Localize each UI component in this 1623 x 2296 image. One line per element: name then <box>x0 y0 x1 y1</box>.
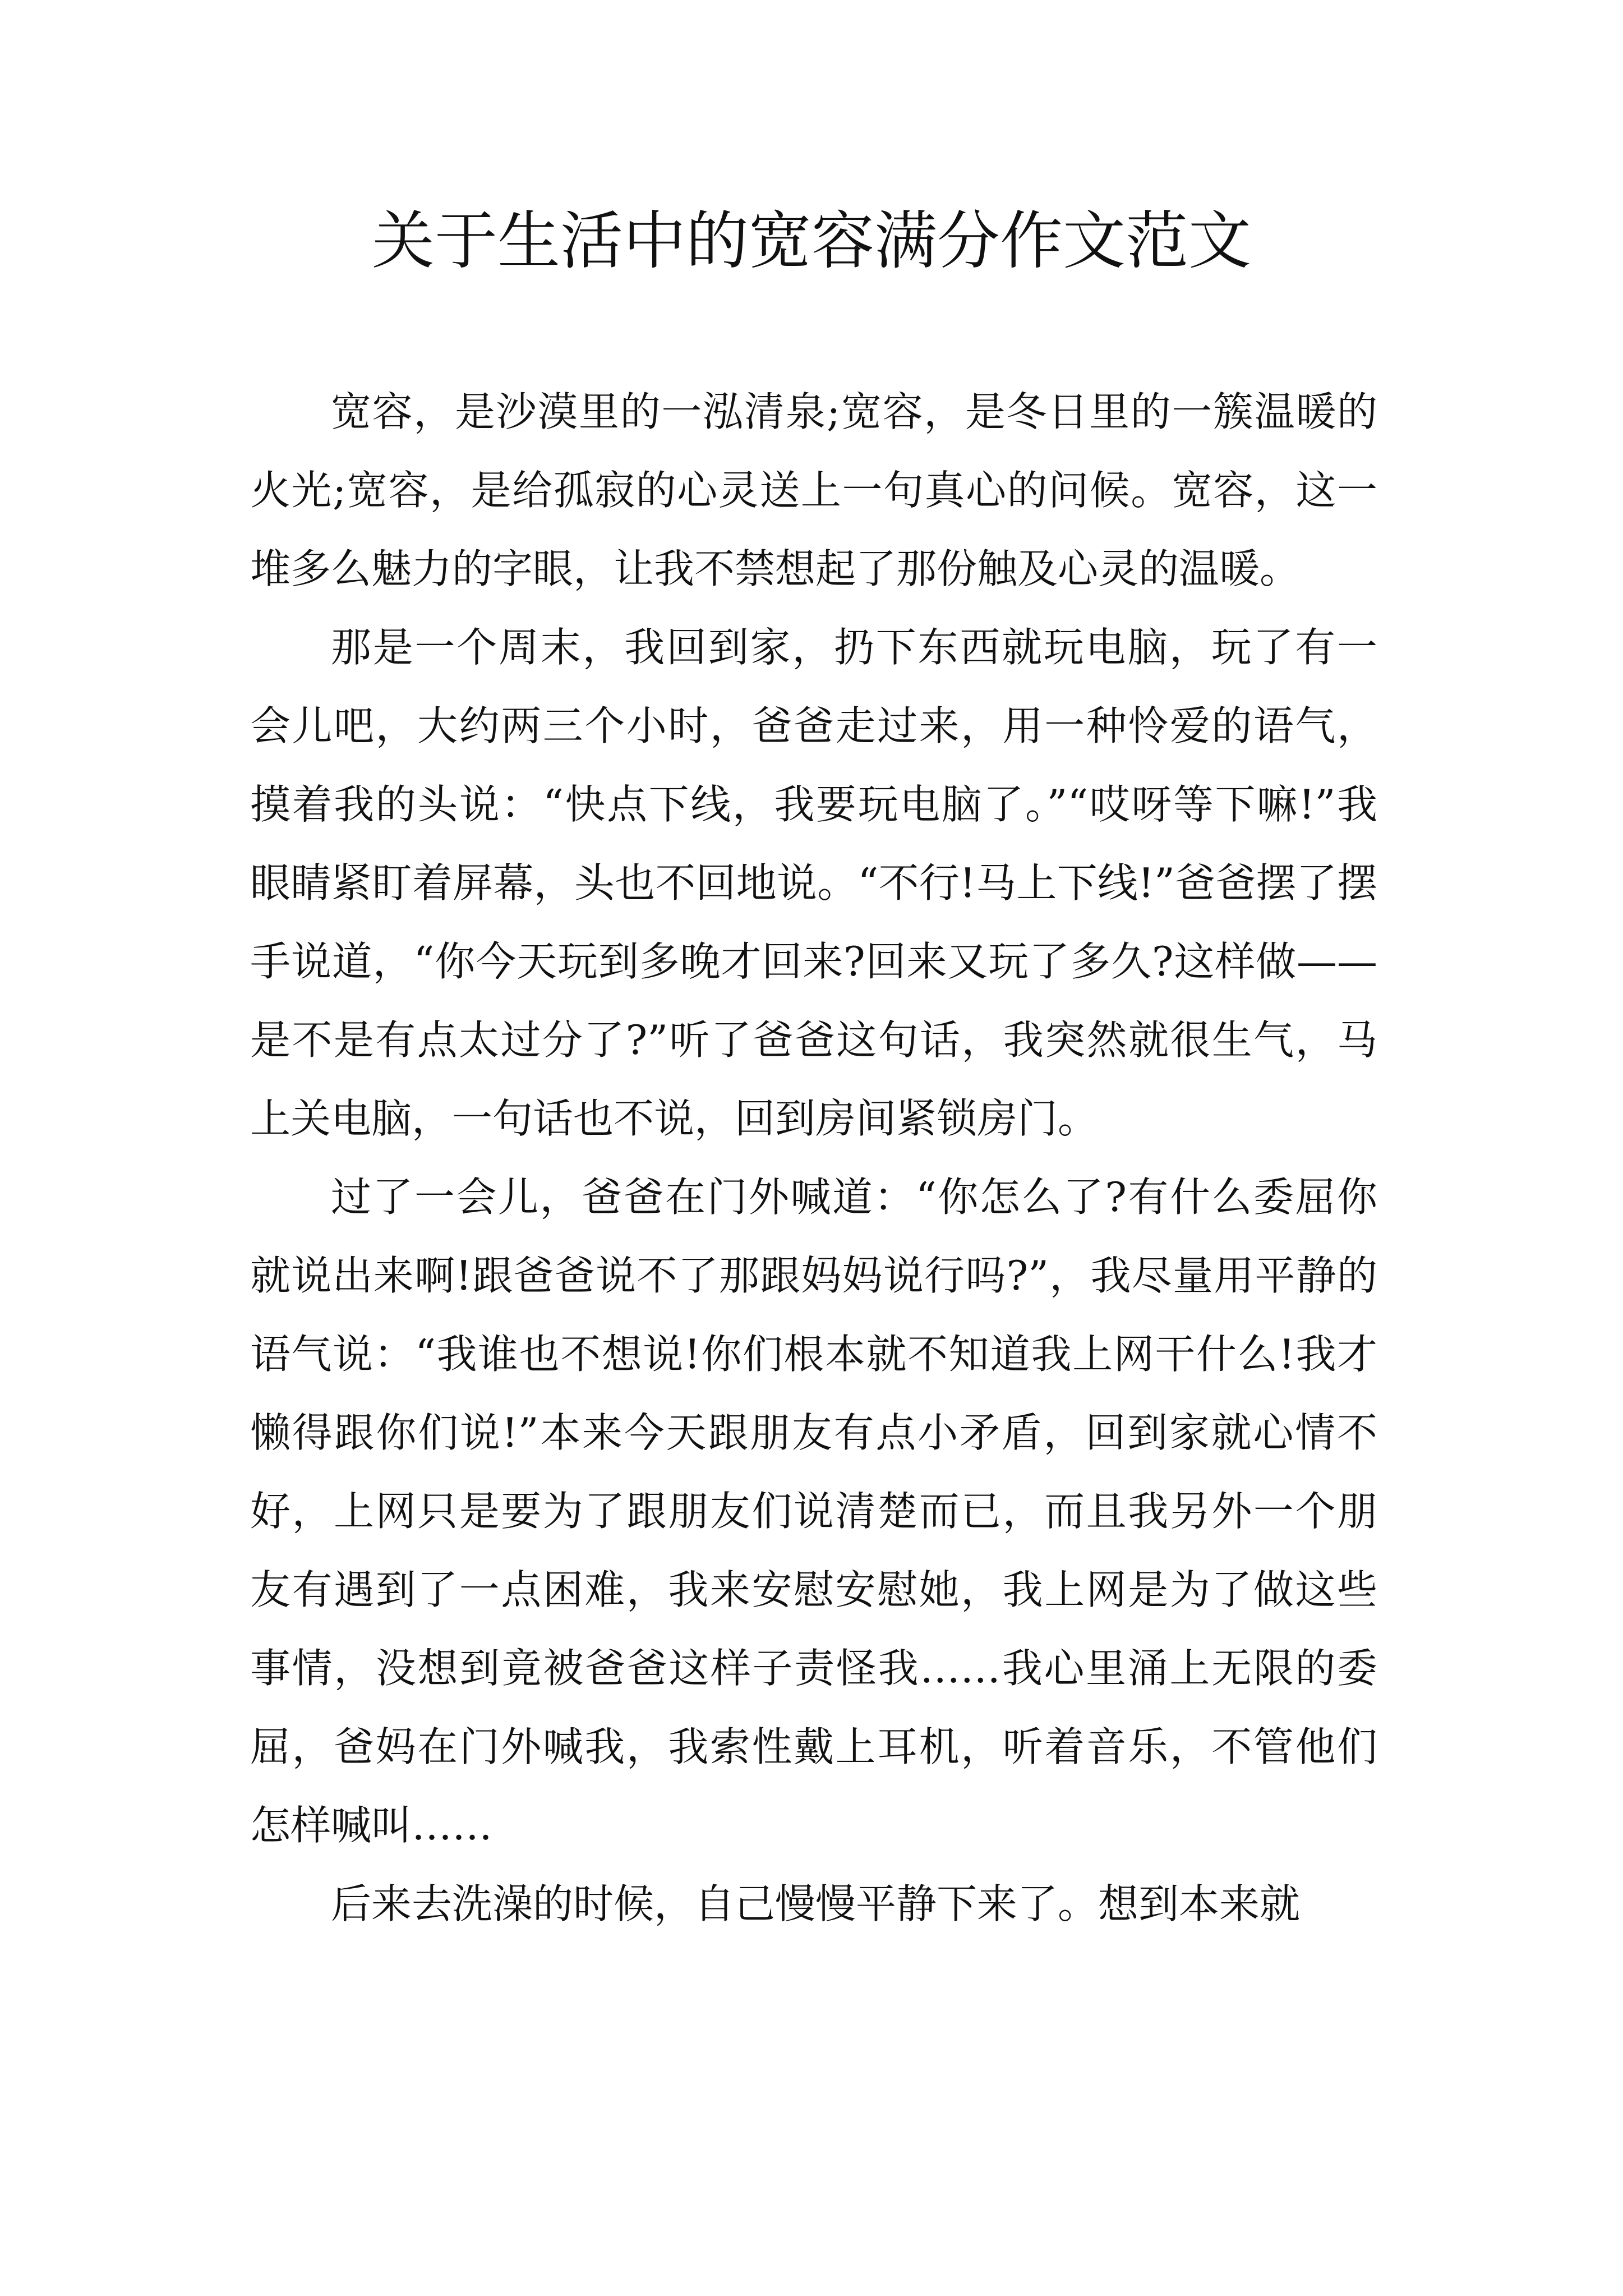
document-title: 关于生活中的宽容满分作文范文 <box>372 205 1251 278</box>
paragraph-4: 后来去洗澡的时候，自己慢慢平静下来了。想到本来就 <box>331 1880 1301 1927</box>
document-body <box>250 372 1377 1943</box>
paragraph-1: 宽容，是沙漠里的一泓清泉;宽容，是冬日里的一簇温暖的火光;宽容，是给孤寂的心灵送上一句真心的问候。宽容，这一堆多么魅力的字眼，让我不禁想起了那份触及心灵的温暖。 <box>250 388 1377 592</box>
paragraph-3: 过了一会儿，爸爸在门外喊道：“你怎么了?有什么委屈你就说出来啊!跟爸爸说不了那跟妈妈说行吗?”，我尽量用平静的语气说：“我谁也不想说!你们根本就不知道我上网干什么!我才懒得跟你们说!”本来今天跟朋友有点小矛盾，回到家就心情不好，上网只是要为了跟朋友们说清楚而已，而且我另外一个朋友有遇到了一点困难，我来安慰安慰她，我上网是为了做这些事情，没想到竟被爸爸这样子责怪我……我心里涌上无限的委屈，爸妈在门外喊我，我索性戴上耳机，听着音乐，不管他们怎样喊叫…… <box>250 1174 1377 1849</box>
paragraph-2: 那是一个周末，我回到家，扔下东西就玩电脑，玩了有一会儿吧，大约两三个小时，爸爸走过来，用一种怜爱的语气，摸着我的头说：“快点下线，我要玩电脑了。”“哎呀等下嘛!”我眼睛紧盯着屏幕，头也不回地说。“不行!马上下线!”爸爸摆了摆手说道，“你今天玩到多晚才回来?回来又玩了多久?这样做——是不是有点太过分了?”听了爸爸这句话，我突然就很生气，马上关电脑，一句话也不说，回到房间紧锁房门。 <box>250 624 1377 1142</box>
